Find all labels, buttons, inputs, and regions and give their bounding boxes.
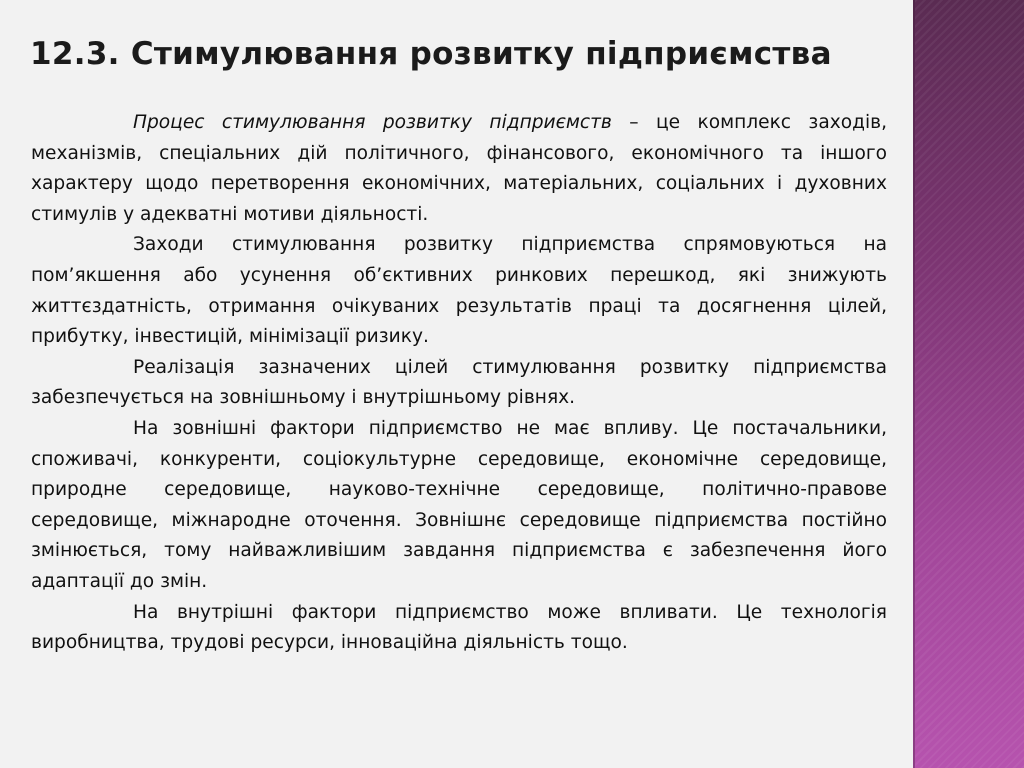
definition-term: Процес стимулювання розвитку підприємств (133, 112, 612, 133)
slide-body (31, 108, 887, 659)
paragraph-measures: Заходи стимулювання розвитку підприємства спрямовуються на пом’якшення або усунення об’єктивних ринкових перешкод, які знижують життєздатність, отримання очікуваних результатів праці та досягнення цілей, прибутку, інвестицій, мінімізації ризику. (31, 234, 887, 348)
decorative-sidebar-texture (915, 0, 1024, 768)
paragraph-levels: Реалізація зазначених цілей стимулювання розвитку підприємства забезпечується на зовнішньому і внутрішньому рівнях. (31, 356, 887, 409)
decorative-sidebar-edge (913, 0, 915, 768)
paragraph-external-factors: На зовнішні фактори підприємство не має впливу. Це постачальники, споживачі, конкуренти, соціокультурне середовище, економічне середовище, природне середовище, науково-технічне середовище, політично-правове середовище, міжнародне оточення. Зовнішнє середовище підприємства постійно змінюється, тому найважливішим завдання підприємства є забезпечення його адаптації до змін. (31, 417, 887, 592)
definition-text: – це комплекс заходів, механізмів, спеціальних дій політичного, фінансового, економічного та іншого характеру щодо перетворення економічних, матеріальних, соціальних і духовних стимулів у адекватні мотиви діяльності. (31, 112, 887, 225)
slide-title: 12.3. Стимулювання розвитку підприємства (30, 36, 832, 72)
paragraph-internal-factors: На внутрішні фактори підприємство може впливати. Це технологія виробництва, трудові ресурси, інноваційна діяльність тощо. (31, 601, 887, 654)
paragraph-definition (31, 108, 887, 230)
